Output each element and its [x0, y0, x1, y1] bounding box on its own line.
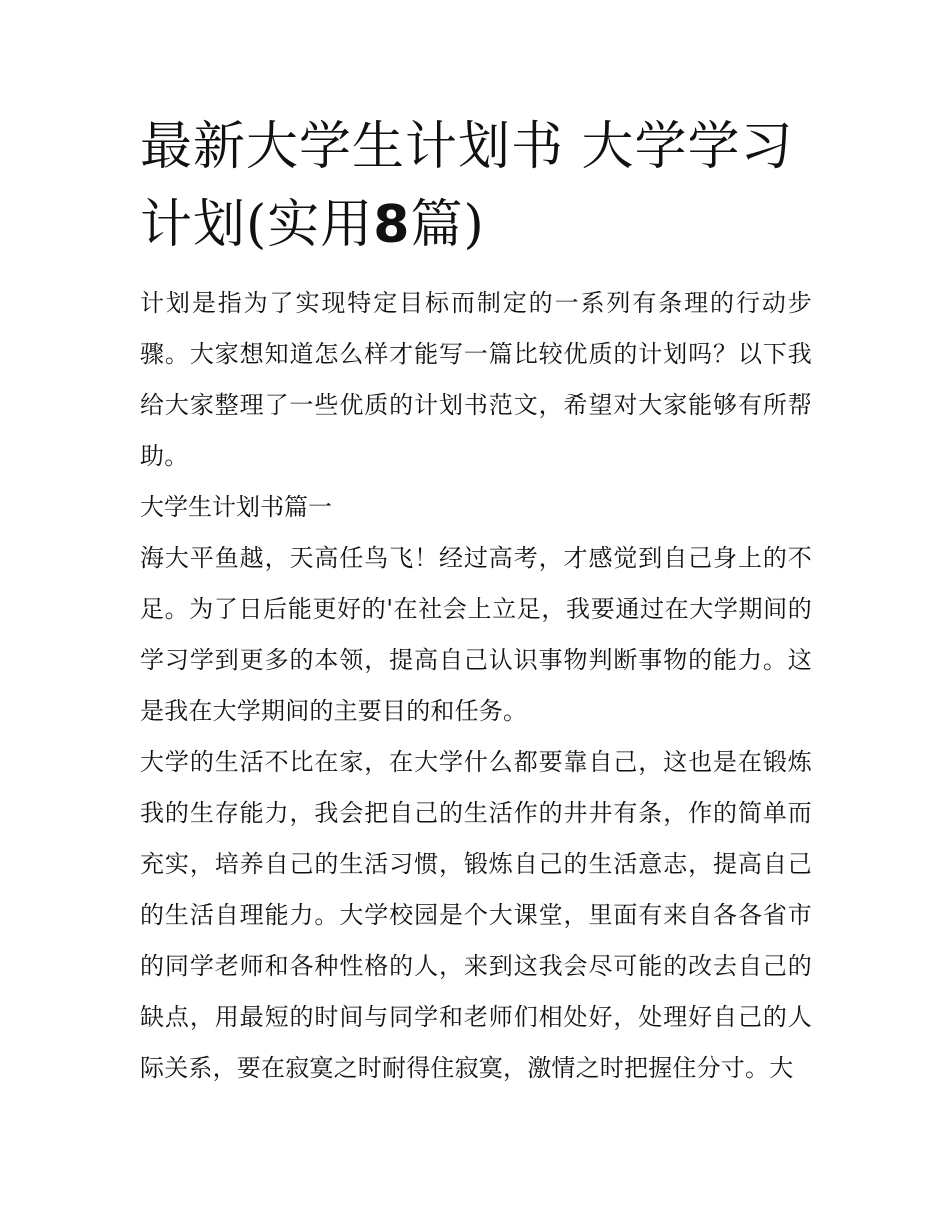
section-heading: 大学生计划书篇一: [140, 493, 332, 521]
title-suffix: 篇): [410, 195, 485, 255]
title-text: 最新大学生计划书 大学学习计划(实用: [140, 117, 794, 255]
document-content: [140, 108, 812, 1094]
title-number: 8: [373, 195, 411, 255]
intro-paragraph: 计划是指为了实现特定目标而制定的一系列有条理的行动步骤。大家想知道怎么样才能写一篇比较优质的计划吗？以下我给大家整理了一些优质的计划书范文，希望对大家能够有所帮助。: [140, 289, 812, 470]
document-title: [140, 108, 812, 264]
body-paragraph-1: 海大平鱼越，天高任鸟飞！经过高考，才感觉到自己身上的不足。为了日后能更好的'在社会上立足，我要通过在大学期间的学习学到更多的本领，提高自己认识事物判断事物的能力。这是我在大学期间的主要目的和任务。: [140, 544, 812, 725]
body-paragraph-2: 大学的生活不比在家，在大学什么都要靠自己，这也是在锻炼我的生存能力，我会把自己的生活作的井井有条，作的简单而充实，培养自己的生活习惯，锻炼自己的生活意志，提高自己的生活自理能力。大学校园是个大课堂，里面有来自各各省市的同学老师和各种性格的人，来到这我会尽可能的改去自己的缺点，用最短的时间与同学和老师们相处好，处理好自己的人际关系，要在寂寞之时耐得住寂寞，激情之时把握住分寸。大: [140, 748, 812, 1082]
